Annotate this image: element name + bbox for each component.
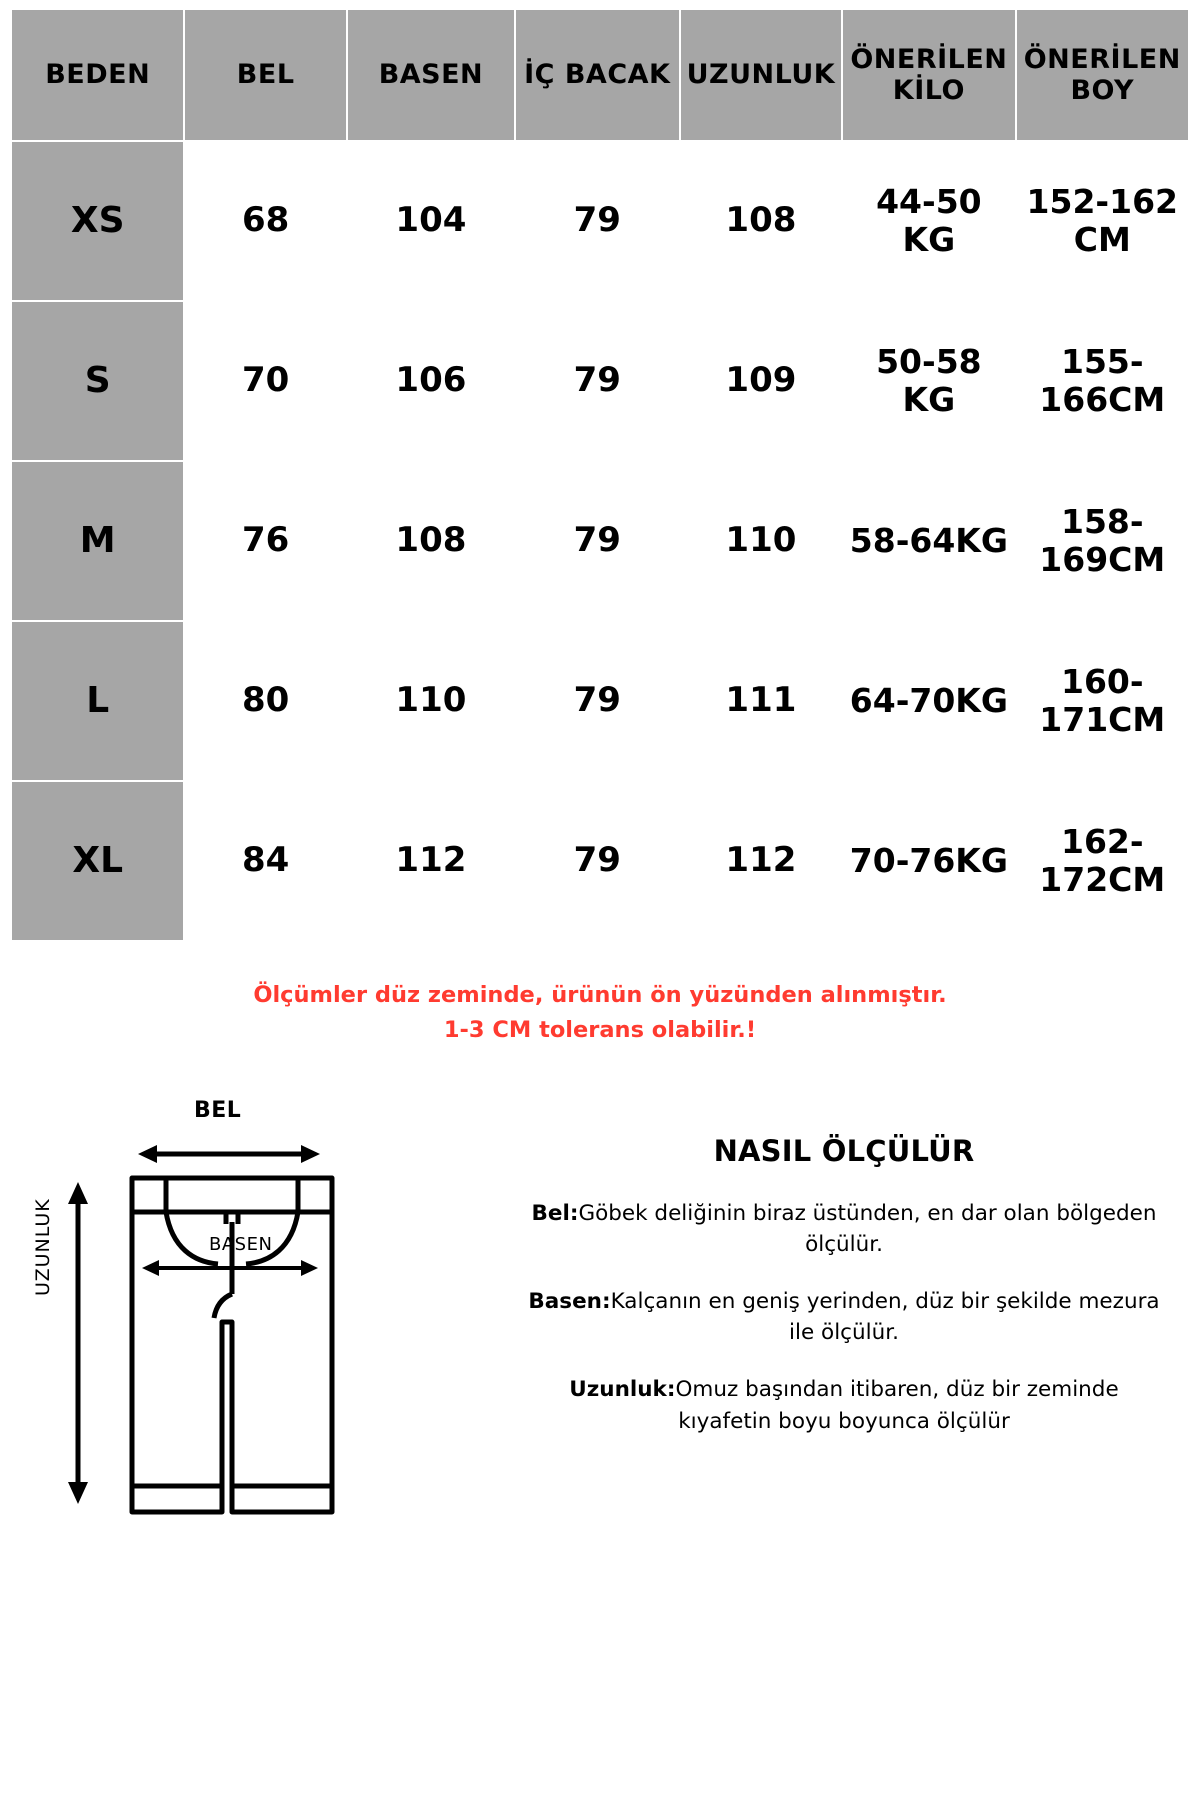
trousers-outline — [132, 1178, 332, 1512]
cell-ic-bacak: 79 — [515, 461, 680, 621]
table-row — [11, 301, 1189, 461]
cell-onerilen-boy: 155-166CM — [1016, 301, 1189, 461]
measurement-note — [0, 978, 1200, 1048]
cell-uzunluk: 111 — [680, 621, 843, 781]
column-header-basen: BASEN — [347, 9, 515, 141]
table-header-row — [11, 9, 1189, 141]
cell-basen: 104 — [347, 141, 515, 301]
basen-arrow-head-right — [301, 1260, 318, 1276]
size-table-body — [11, 141, 1189, 941]
cell-ic-bacak: 79 — [515, 141, 680, 301]
size-table — [10, 8, 1190, 942]
cell-basen: 110 — [347, 621, 515, 781]
size-guide-page — [0, 8, 1200, 1808]
diagram-label-basen: BASEN — [209, 1233, 273, 1255]
trousers-diagram — [26, 1082, 496, 1552]
cell-onerilen-kilo: 58-64KG — [842, 461, 1015, 621]
cell-beden: S — [11, 301, 184, 461]
how-to-measure-title: NASIL ÖLÇÜLÜR — [713, 1133, 975, 1168]
howto-item-uzunluk — [506, 1374, 1182, 1436]
cell-bel: 70 — [184, 301, 347, 461]
cell-onerilen-boy: 152-162 CM — [1016, 141, 1189, 301]
cell-ic-bacak: 79 — [515, 781, 680, 941]
cell-beden: XS — [11, 141, 184, 301]
size-table-header — [11, 9, 1189, 141]
column-header-onerilen-boy: ÖNERİLEN BOY — [1016, 9, 1189, 141]
cell-uzunluk: 108 — [680, 141, 843, 301]
uzunluk-arrow-head-top — [68, 1182, 88, 1204]
diagram-label-uzunluk: UZUNLUK — [32, 1198, 54, 1296]
cell-onerilen-boy: 160-171CM — [1016, 621, 1189, 781]
cell-uzunluk: 110 — [680, 461, 843, 621]
bel-arrow-head-right — [301, 1145, 320, 1163]
column-header-beden: BEDEN — [11, 9, 184, 141]
diagram-label-bel: BEL — [194, 1097, 242, 1123]
cell-ic-bacak: 79 — [515, 301, 680, 461]
cell-onerilen-kilo: 44-50 KG — [842, 141, 1015, 301]
cell-bel: 80 — [184, 621, 347, 781]
note-line-1: Ölçümler düz zeminde, ürünün ön yüzünden alınmıştır. — [253, 982, 947, 1008]
size-table-container — [0, 8, 1200, 942]
howto-term-uzunluk: Uzunluk: — [569, 1377, 676, 1403]
cell-uzunluk: 109 — [680, 301, 843, 461]
cell-basen: 108 — [347, 461, 515, 621]
cell-onerilen-boy: 158-169CM — [1016, 461, 1189, 621]
howto-text-bel: Göbek deliğinin biraz üstünden, en dar olan bölgeden ölçülür. — [578, 1200, 1157, 1257]
howto-item-bel — [506, 1198, 1182, 1260]
cell-bel: 84 — [184, 781, 347, 941]
cell-uzunluk: 112 — [680, 781, 843, 941]
cell-onerilen-kilo: 70-76KG — [842, 781, 1015, 941]
trousers-illustration-svg — [26, 1082, 496, 1552]
column-header-onerilen-kilo: ÖNERİLEN KİLO — [842, 9, 1015, 141]
cell-onerilen-kilo: 64-70KG — [842, 621, 1015, 781]
howto-term-basen: Basen: — [528, 1289, 611, 1315]
basen-arrow-head-left — [142, 1260, 159, 1276]
cell-basen: 112 — [347, 781, 515, 941]
table-row — [11, 141, 1189, 301]
cell-beden: L — [11, 621, 184, 781]
uzunluk-arrow-head-bottom — [68, 1482, 88, 1504]
howto-text-basen: Kalçanın en geniş yerinden, düz bir şekilde mezura ile ölçülür. — [610, 1289, 1160, 1346]
how-to-measure-text — [496, 1082, 1182, 1552]
table-row — [11, 621, 1189, 781]
bel-arrow-head-left — [138, 1145, 157, 1163]
column-header-ic-bacak: İÇ BACAK — [515, 9, 680, 141]
cell-basen: 106 — [347, 301, 515, 461]
cell-onerilen-boy: 162-172CM — [1016, 781, 1189, 941]
cell-beden: XL — [11, 781, 184, 941]
column-header-uzunluk: UZUNLUK — [680, 9, 843, 141]
table-row — [11, 781, 1189, 941]
howto-item-basen — [506, 1286, 1182, 1348]
cell-bel: 76 — [184, 461, 347, 621]
howto-term-bel: Bel: — [531, 1200, 579, 1226]
cell-bel: 68 — [184, 141, 347, 301]
cell-onerilen-kilo: 50-58 KG — [842, 301, 1015, 461]
note-line-2: 1-3 CM tolerans olabilir.! — [443, 1016, 757, 1043]
cell-ic-bacak: 79 — [515, 621, 680, 781]
cell-beden: M — [11, 461, 184, 621]
column-header-bel: BEL — [184, 9, 347, 141]
howto-text-uzunluk: Omuz başından itibaren, düz bir zeminde kıyafetin boyu boyunca ölçülür — [675, 1377, 1119, 1434]
table-row — [11, 461, 1189, 621]
how-to-measure-section — [0, 1082, 1200, 1552]
